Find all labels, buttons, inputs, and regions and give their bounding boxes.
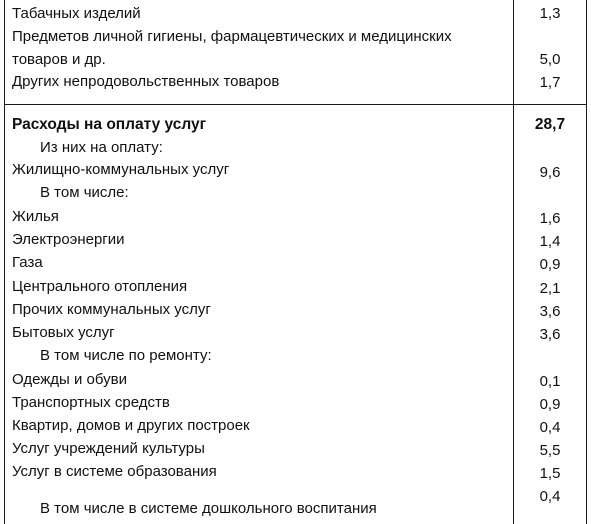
row-value: 1,4 bbox=[539, 233, 561, 250]
row-label: Электроэнергии bbox=[12, 231, 125, 248]
table-right-border bbox=[586, 0, 587, 524]
row-label: В том числе в системе дошкольного воспитания bbox=[40, 500, 377, 517]
row-value: 1,6 bbox=[539, 210, 561, 227]
row-label: Табачных изделий bbox=[12, 5, 141, 22]
row-label: Бытовых услуг bbox=[12, 324, 115, 341]
row-value: 0,9 bbox=[539, 256, 561, 273]
row-value: 0,4 bbox=[539, 488, 561, 505]
row-label: Услуг учреждений культуры bbox=[12, 440, 205, 457]
row-label: Центрального отопления bbox=[12, 278, 188, 295]
row-value: 3,6 bbox=[539, 326, 561, 343]
row-label: Прочих коммунальных услуг bbox=[12, 301, 211, 318]
row-value: 1,5 bbox=[539, 465, 561, 482]
row-value: 5,0 bbox=[539, 51, 561, 68]
expenditure-table bbox=[4, 0, 587, 524]
row-value: 0,4 bbox=[539, 419, 561, 436]
row-label: Квартир, домов и других построек bbox=[12, 417, 250, 434]
section-total: 28,7 bbox=[534, 116, 566, 133]
row-label: Жилищно-коммунальных услуг bbox=[12, 161, 230, 178]
table-left-border bbox=[4, 0, 5, 524]
row-label: Других непродовольственных товаров bbox=[12, 73, 280, 90]
row-label: Услуг в системе образования bbox=[12, 463, 217, 480]
row-label: В том числе: bbox=[40, 184, 129, 201]
row-label: Транспортных средств bbox=[12, 394, 170, 411]
row-label: Жилья bbox=[12, 208, 59, 225]
row-value: 1,3 bbox=[539, 5, 561, 22]
row-label: Одежды и обуви bbox=[12, 371, 127, 388]
row-value: 0,1 bbox=[539, 373, 561, 390]
row-label: Предметов личной гигиены, фармацевтических и медицинских товаров и др. bbox=[12, 28, 452, 68]
row-label: Газа bbox=[12, 254, 43, 271]
row-value: 5,5 bbox=[539, 442, 561, 459]
row-value: 9,6 bbox=[539, 164, 561, 181]
row-value: 3,6 bbox=[539, 303, 561, 320]
section-title: Расходы на оплату услуг bbox=[12, 116, 207, 133]
row-value: 1,7 bbox=[539, 74, 561, 91]
section-divider bbox=[4, 104, 587, 105]
row-label: Из них на оплату: bbox=[40, 139, 163, 156]
row-value: 2,1 bbox=[539, 280, 561, 297]
row-label: В том числе по ремонту: bbox=[40, 347, 212, 364]
row-value: 0,9 bbox=[539, 396, 561, 413]
